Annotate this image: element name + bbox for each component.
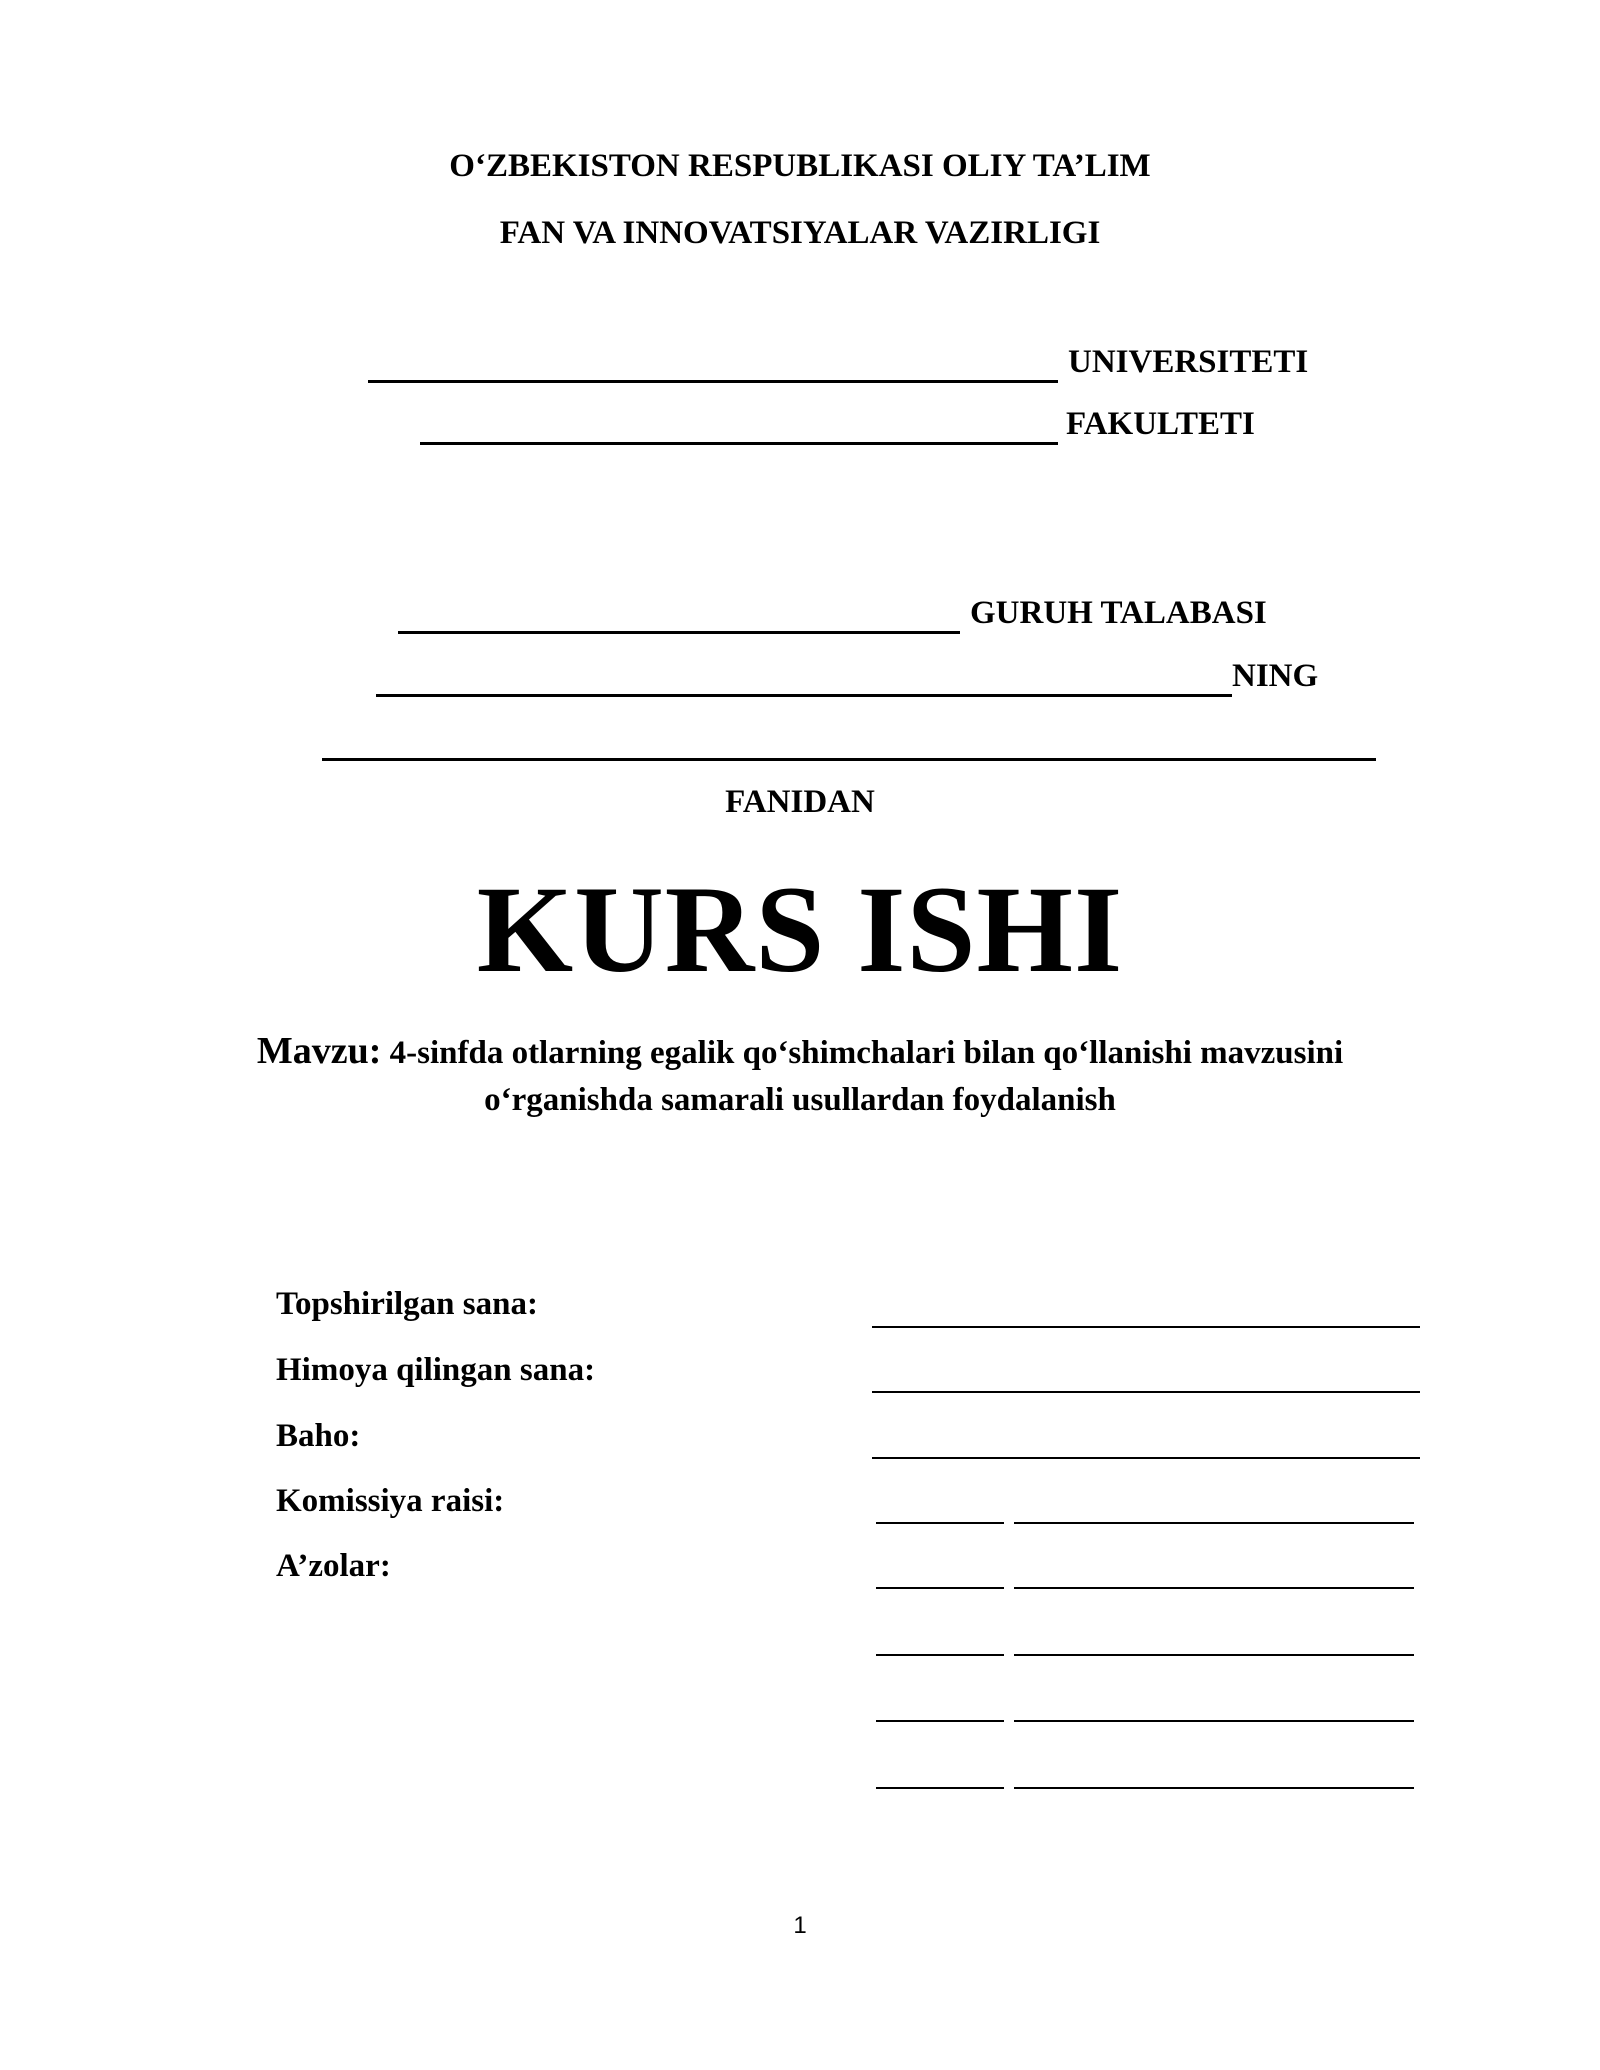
ning-label: NING [1232,658,1319,694]
group-student-label: GURUH TALABASI [970,595,1267,631]
fanidan-label: FANIDAN [725,784,875,820]
member-4-name-blank [1014,1787,1414,1789]
member-2-name-blank [1014,1654,1414,1656]
ministry-line-1: O‘ZBEKISTON RESPUBLIKASI OLIY TA’LIM [449,148,1151,184]
topic-prefix: Mavzu: [256,1030,382,1072]
submitted-date-label: Topshirilgan sana: [276,1286,538,1322]
topic-line-2: o‘rganishda samarali usullardan foydalanish [484,1082,1116,1118]
commission-chair-name-blank [1014,1522,1414,1524]
commission-chair-signature-blank [876,1522,1004,1524]
page-number: 1 [793,1912,807,1939]
faculty-label: FAKULTETI [1066,406,1255,442]
member-4-signature-blank [876,1787,1004,1789]
subject-name-blank [322,758,1376,761]
group-name-blank [398,631,960,634]
student-name-blank [376,694,1232,697]
members-label: A’zolar: [276,1548,391,1584]
member-2-signature-blank [876,1654,1004,1656]
defended-date-blank [872,1391,1420,1393]
topic-line-1 [0,1027,1600,1077]
university-name-blank [368,380,1058,383]
grade-blank [872,1457,1420,1459]
defended-date-label: Himoya qilingan sana: [276,1352,596,1388]
topic-text-1: 4-sinfda otlarning egalik qo‘shimchalari bilan qo‘llanishi mavzusini [389,1035,1344,1071]
grade-label: Baho: [276,1418,361,1454]
member-3-signature-blank [876,1720,1004,1722]
document-title: KURS ISHI [476,861,1124,998]
member-1-name-blank [1014,1587,1414,1589]
faculty-name-blank [420,442,1058,445]
member-3-name-blank [1014,1720,1414,1722]
commission-chair-label: Komissiya raisi: [276,1483,505,1519]
member-1-signature-blank [876,1587,1004,1589]
university-label: UNIVERSITETI [1068,344,1309,380]
submitted-date-blank [872,1326,1420,1328]
ministry-line-2: FAN VA INNOVATSIYALAR VAZIRLIGI [499,215,1101,251]
